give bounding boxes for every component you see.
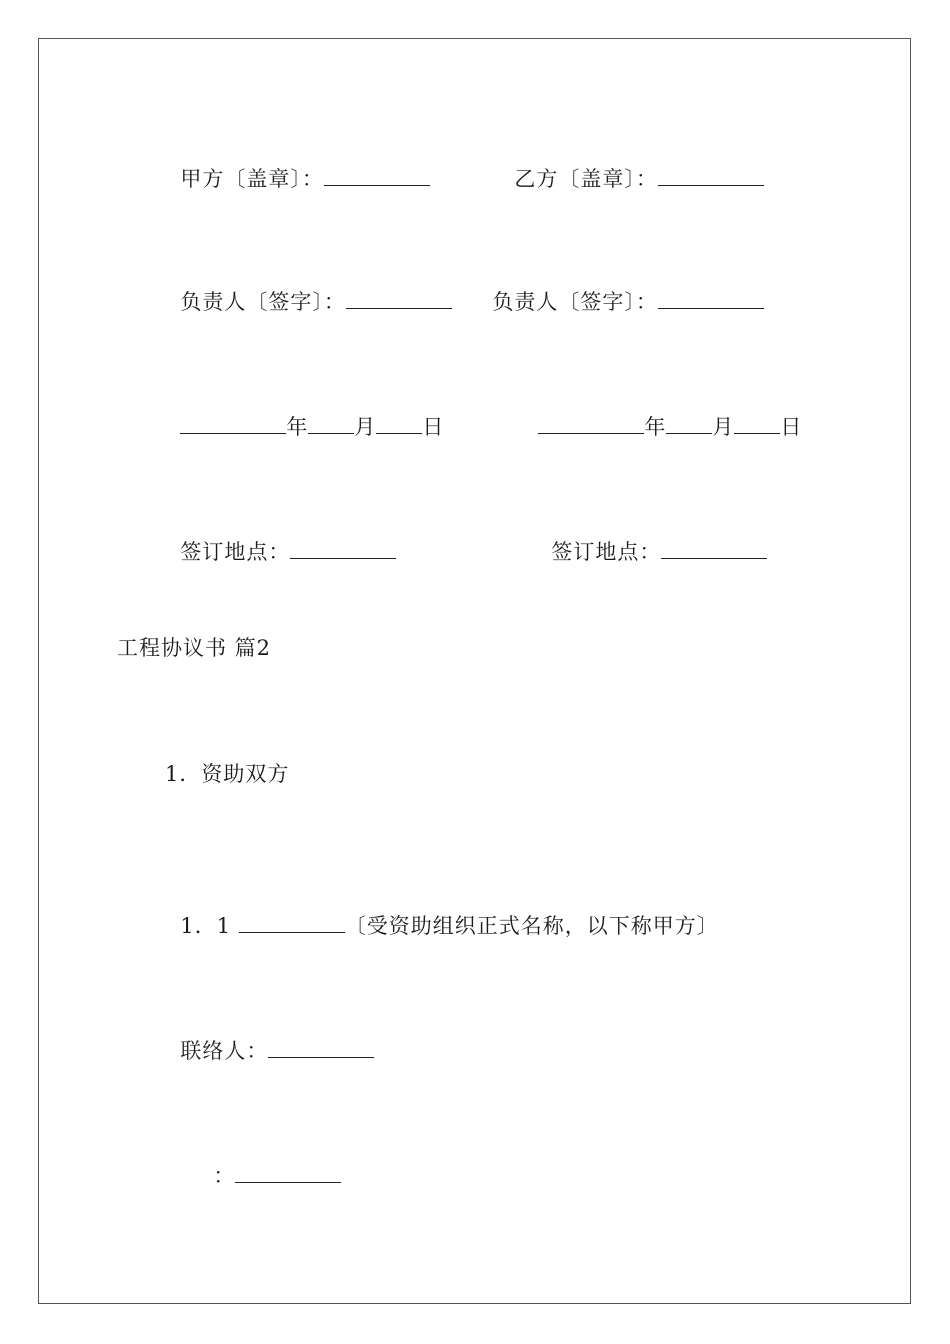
clause-1-heading: 1．资助双方	[165, 762, 290, 786]
party-b-seal-blank[interactable]	[658, 167, 764, 186]
place-a-label: 签订地点：	[180, 540, 291, 564]
clause-1-1-number: 1．1	[180, 914, 239, 938]
party-a-day-blank[interactable]	[376, 415, 422, 434]
unlabeled-field-line	[198, 1134, 341, 1190]
party-a-date-line	[165, 385, 444, 441]
day-label-b: 日	[780, 415, 803, 439]
party-a-seal-blank[interactable]	[324, 167, 430, 186]
party-b-signer-line	[477, 260, 764, 316]
place-b-blank[interactable]	[661, 540, 767, 559]
day-label-a: 日	[422, 415, 445, 439]
section-title: 工程协议书 篇2	[117, 636, 272, 660]
contact-label: 联络人：	[180, 1039, 269, 1063]
party-b-seal-label: 乙方〔盖章〕：	[514, 167, 658, 191]
party-b-month-blank[interactable]	[666, 415, 712, 434]
party-a-seal-label: 甲方〔盖章〕：	[180, 167, 324, 191]
clause-1-1-text: 〔受资助组织正式名称，以下称甲方〕	[344, 914, 719, 938]
month-label-b: 月	[712, 415, 735, 439]
party-a-month-blank[interactable]	[308, 415, 354, 434]
party-b-seal-line	[499, 137, 764, 193]
place-a-line	[165, 510, 396, 566]
party-b-signer-blank[interactable]	[658, 290, 764, 309]
party-b-date-line	[523, 385, 802, 441]
month-label-a: 月	[354, 415, 377, 439]
contact-line	[165, 1009, 374, 1065]
party-a-year-blank[interactable]	[180, 415, 286, 434]
contact-blank[interactable]	[268, 1039, 374, 1058]
place-b-line	[536, 510, 767, 566]
party-b-year-blank[interactable]	[538, 415, 644, 434]
organization-name-blank[interactable]	[239, 914, 345, 933]
party-a-signer-label: 负责人〔签字〕：	[180, 290, 346, 314]
party-b-day-blank[interactable]	[734, 415, 780, 434]
page-frame	[38, 38, 911, 1304]
clause-1-1-line	[165, 884, 719, 940]
party-a-seal-line	[165, 137, 430, 193]
party-a-signer-line	[165, 260, 452, 316]
unlabeled-field-blank[interactable]	[235, 1164, 341, 1183]
place-b-label: 签订地点：	[551, 540, 662, 564]
party-b-signer-label: 负责人〔签字〕：	[492, 290, 658, 314]
party-a-signer-blank[interactable]	[346, 290, 452, 309]
year-label-b: 年	[644, 415, 667, 439]
field-colon: ：	[213, 1164, 236, 1188]
year-label-a: 年	[286, 415, 309, 439]
place-a-blank[interactable]	[290, 540, 396, 559]
